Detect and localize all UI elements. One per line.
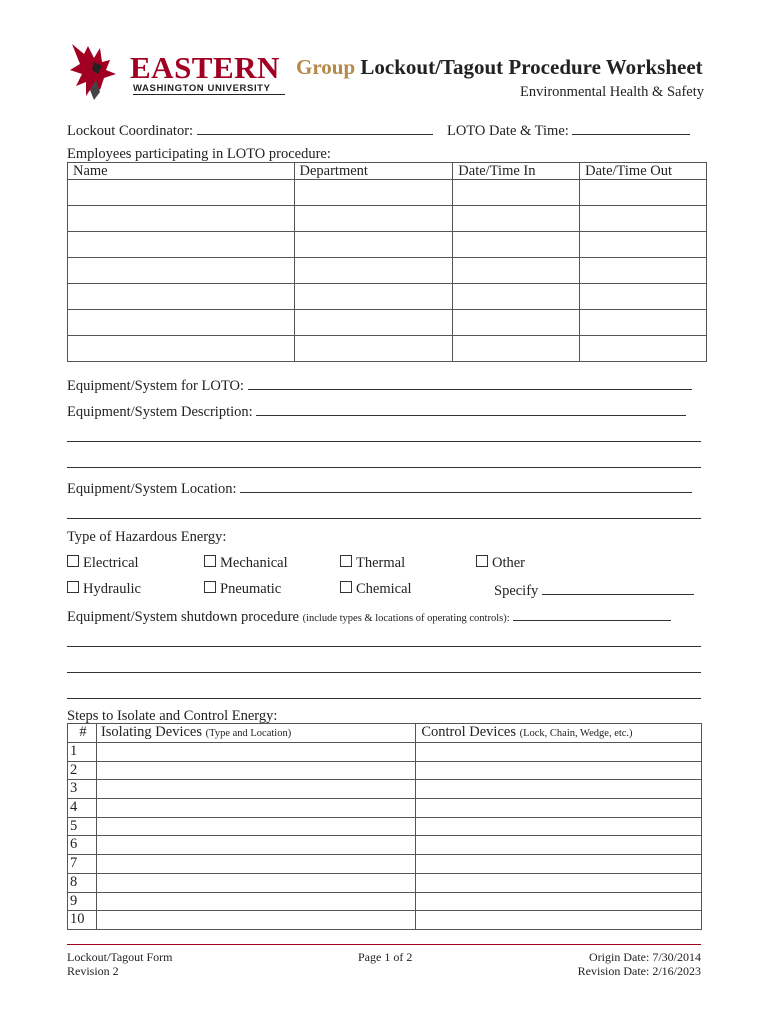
table-row (68, 284, 707, 310)
equipment-loto-row (67, 376, 692, 394)
footer-form-name: Lockout/Tagout Form (67, 950, 173, 964)
table-row (68, 336, 707, 362)
location-line[interactable] (67, 518, 701, 519)
shutdown-field[interactable] (513, 607, 671, 621)
table-row (68, 206, 707, 232)
loto-date-label: LOTO Date & Time: (447, 123, 569, 139)
checkbox-hydraulic[interactable]: Hydraulic (67, 581, 141, 597)
page-title (296, 56, 703, 79)
table-row (68, 258, 707, 284)
checkbox-other[interactable]: Other (476, 555, 525, 571)
logo-divider (133, 94, 285, 95)
coordinator-row (67, 121, 433, 139)
description-line[interactable] (67, 467, 701, 468)
col-name: Name (68, 163, 295, 180)
shutdown-note: (include types & locations of operating controls): (302, 613, 510, 624)
coordinator-field[interactable] (197, 121, 433, 135)
table-row: 4 (68, 799, 702, 818)
table-row: 10 (68, 911, 702, 930)
col-time-out: Date/Time Out (580, 163, 707, 180)
equipment-location-field[interactable] (240, 479, 692, 493)
shutdown-line[interactable] (67, 672, 701, 673)
specify-row (494, 581, 694, 599)
checkbox-mechanical[interactable]: Mechanical (204, 555, 288, 571)
table-row (68, 180, 707, 206)
footer-origin-date: Origin Date: 7/30/2014 (589, 950, 701, 964)
footer-revision: Revision 2 (67, 964, 119, 978)
col-control: Control Devices (Lock, Chain, Wedge, etc.) (416, 724, 702, 743)
shutdown-line[interactable] (67, 646, 701, 647)
equipment-location-label: Equipment/System Location: (67, 481, 237, 497)
equipment-loto-field[interactable] (248, 376, 692, 390)
footer-left (67, 950, 172, 978)
checkbox-pneumatic[interactable]: Pneumatic (204, 581, 281, 597)
title-group: Group (296, 55, 356, 79)
shutdown-line[interactable] (67, 698, 701, 699)
checkbox-electrical[interactable]: Electrical (67, 555, 139, 571)
coordinator-label: Lockout Coordinator: (67, 123, 194, 139)
logo-wordmark: EASTERN (130, 50, 280, 85)
table-row: 1 (68, 743, 702, 762)
employees-heading: Employees participating in LOTO procedure: (67, 146, 331, 162)
col-isolating: Isolating Devices (Type and Location) (96, 724, 415, 743)
steps-heading: Steps to Isolate and Control Energy: (67, 708, 278, 724)
shutdown-row (67, 607, 671, 625)
footer-revision-date: Revision Date: 2/16/2023 (577, 964, 701, 978)
description-line[interactable] (67, 441, 701, 442)
footer-page: Page 1 of 2 (358, 950, 413, 964)
logo-subtitle: WASHINGTON UNIVERSITY (133, 83, 271, 94)
table-row: 8 (68, 873, 702, 892)
table-row: 9 (68, 892, 702, 911)
col-time-in: Date/Time In (453, 163, 580, 180)
checkbox-chemical[interactable]: Chemical (340, 581, 412, 597)
table-row: 3 (68, 780, 702, 799)
table-row: 5 (68, 817, 702, 836)
col-department: Department (294, 163, 453, 180)
equipment-location-row (67, 479, 692, 497)
loto-date-field[interactable] (572, 121, 690, 135)
footer-rule (67, 944, 701, 945)
equipment-description-field[interactable] (256, 402, 686, 416)
table-row (68, 232, 707, 258)
footer-right (578, 950, 701, 978)
specify-label: Specify (494, 583, 539, 599)
equipment-loto-label: Equipment/System for LOTO: (67, 378, 244, 394)
eagle-logo-icon (66, 40, 128, 102)
checkbox-thermal[interactable]: Thermal (340, 555, 405, 571)
table-row (68, 310, 707, 336)
table-row: 6 (68, 836, 702, 855)
shutdown-label: Equipment/System shutdown procedure (67, 609, 299, 625)
col-number: # (68, 724, 97, 743)
loto-date-row (447, 121, 690, 139)
employees-table (67, 162, 707, 362)
title-main: Lockout/Tagout Procedure Worksheet (360, 55, 703, 79)
equipment-description-label: Equipment/System Description: (67, 404, 253, 420)
table-row: 2 (68, 761, 702, 780)
equipment-description-row (67, 402, 686, 420)
hazard-heading: Type of Hazardous Energy: (67, 529, 227, 545)
table-row: 7 (68, 855, 702, 874)
steps-table (67, 723, 702, 930)
specify-field[interactable] (542, 581, 694, 595)
page-subtitle: Environmental Health & Safety (519, 84, 704, 100)
